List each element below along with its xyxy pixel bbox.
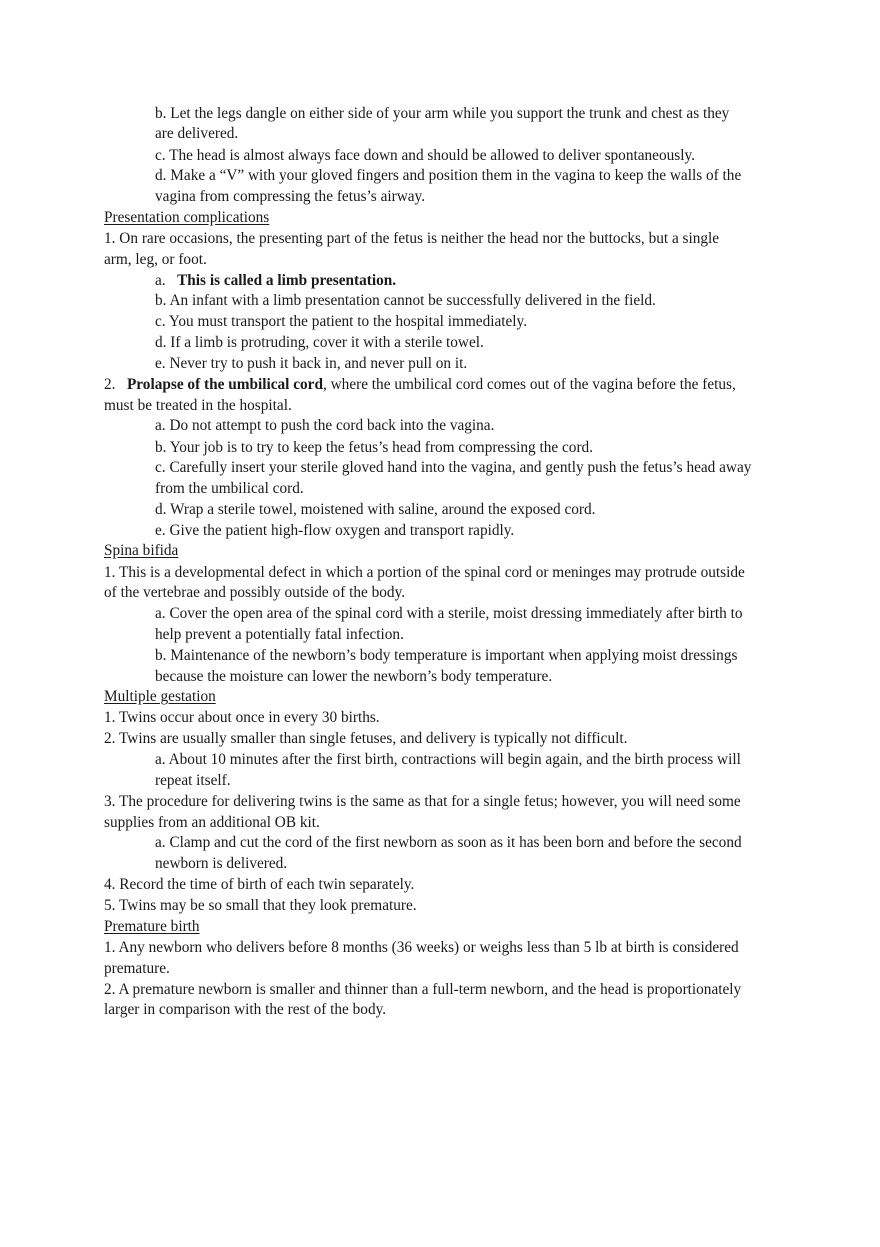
list-item-continuation: are delivered. [155, 125, 239, 142]
paragraph: 1. Twins occur about once in every 30 births. [104, 709, 380, 726]
list-item: b. Let the legs dangle on either side of your arm while you support the trunk and chest as they [155, 105, 730, 122]
list-item: c. Carefully insert your sterile gloved hand into the vagina, and gently push the fetus’s head away [155, 459, 752, 476]
list-item: c. You must transport the patient to the hospital immediately. [155, 313, 528, 330]
list-item-continuation: because the moisture can lower the newborn’s body temperature. [155, 668, 553, 685]
paragraph: 3. The procedure for delivering twins is the same as that for a single fetus; however, you will need some [104, 793, 741, 810]
paragraph: 1. Any newborn who delivers before 8 months (36 weeks) or weighs less than 5 lb at birth is considered [104, 939, 739, 956]
section-heading: Multiple gestation [104, 688, 216, 705]
list-item: d. If a limb is protruding, cover it with a sterile towel. [155, 334, 484, 351]
list-marker: a. [155, 272, 178, 289]
section-heading: Spina bifida [104, 542, 179, 559]
bold-text: This is called a limb presentation. [177, 272, 397, 289]
paragraph: 5. Twins may be so small that they look premature. [104, 897, 417, 914]
list-item: a. About 10 minutes after the first birth, contractions will begin again, and the birth process will [155, 751, 741, 768]
paragraph-continuation: of the vertebrae and possibly outside of the body. [104, 584, 406, 601]
list-item: d. Make a “V” with your gloved fingers and position them in the vagina to keep the walls of the [155, 167, 742, 184]
paragraph-continuation: supplies from an additional OB kit. [104, 814, 320, 831]
paragraph-continuation: arm, leg, or foot. [104, 251, 207, 268]
paragraph-continuation: premature. [104, 960, 170, 977]
paragraph: 2. A premature newborn is smaller and thinner than a full-term newborn, and the head is proportionately [104, 981, 742, 998]
list-item: e. Give the patient high-flow oxygen and transport rapidly. [155, 522, 515, 539]
paragraph-text: , where the umbilical cord comes out of the vagina before the fetus, [322, 376, 736, 393]
paragraph: 1. On rare occasions, the presenting part of the fetus is neither the head nor the buttocks, but a single [104, 230, 720, 247]
list-item: e. Never try to push it back in, and never pull on it. [155, 355, 468, 372]
list-item-continuation: vagina from compressing the fetus’s airway. [155, 188, 426, 205]
list-item: b. Your job is to try to keep the fetus’s head from compressing the cord. [155, 439, 594, 456]
list-item-continuation: newborn is delivered. [155, 855, 288, 872]
list-marker: 2. [104, 376, 127, 393]
list-item: b. Maintenance of the newborn’s body temperature is important when applying moist dressings [155, 647, 738, 664]
paragraph-continuation: must be treated in the hospital. [104, 397, 292, 414]
section-heading: Premature birth [104, 918, 200, 935]
paragraph: 4. Record the time of birth of each twin separately. [104, 876, 415, 893]
list-item-continuation: from the umbilical cord. [155, 480, 304, 497]
list-item: a. Do not attempt to push the cord back into the vagina. [155, 417, 495, 434]
bold-text: Prolapse of the umbilical cord [126, 376, 323, 393]
list-item: c. The head is almost always face down and should be allowed to deliver spontaneously. [155, 147, 695, 164]
list-item: a. Clamp and cut the cord of the first newborn as soon as it has been born and before the second [155, 834, 742, 851]
list-item: a. Cover the open area of the spinal cord with a sterile, moist dressing immediately after birth to [155, 605, 743, 622]
paragraph [104, 375, 736, 395]
paragraph-continuation: larger in comparison with the rest of the body. [104, 1001, 387, 1018]
list-item-continuation: repeat itself. [155, 772, 231, 789]
paragraph: 2. Twins are usually smaller than single fetuses, and delivery is typically not difficult. [104, 730, 628, 747]
paragraph: 1. This is a developmental defect in which a portion of the spinal cord or meninges may protrude outside [104, 564, 745, 581]
section-heading: Presentation complications [104, 209, 270, 226]
list-item: b. An infant with a limb presentation cannot be successfully delivered in the field. [155, 292, 656, 309]
list-item: d. Wrap a sterile towel, moistened with saline, around the exposed cord. [155, 501, 596, 518]
list-item-continuation: help prevent a potentially fatal infection. [155, 626, 404, 643]
list-item [155, 271, 396, 291]
